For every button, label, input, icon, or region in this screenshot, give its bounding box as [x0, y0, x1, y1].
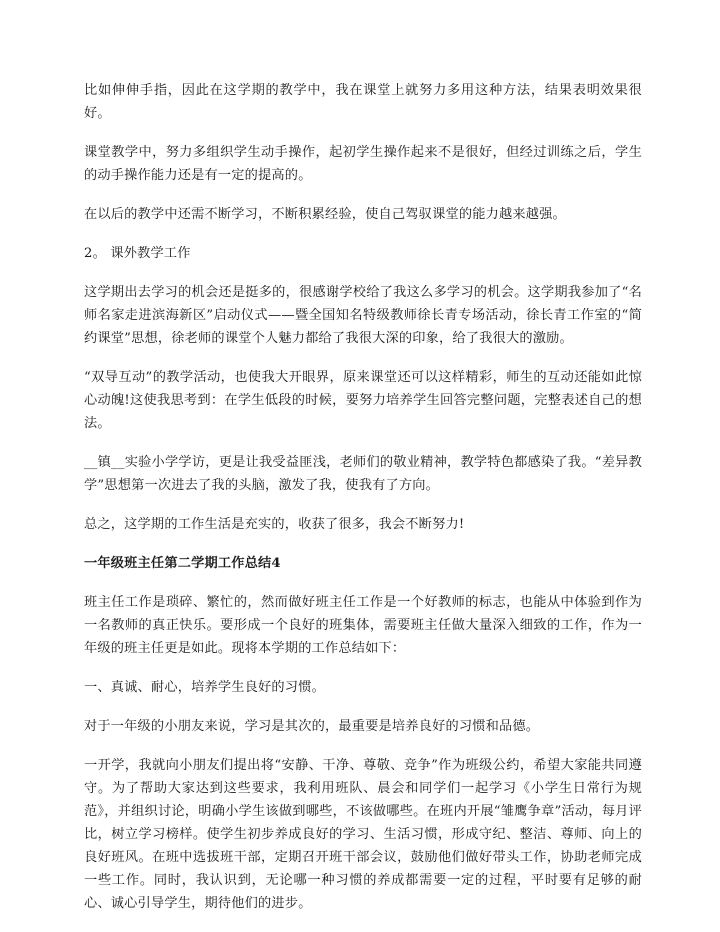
paragraph-hands-on-operation: 课堂教学中，努力多组织学生动手操作，起初学生操作起来不是很好，但经过训练之后，学生的动手操作能力还是有一定的提高的。 [84, 145, 642, 183]
paragraph-school-visit: __镇__实验小学学访，更是让我受益匪浅，老师们的敬业精神，教学特色都感染了我。“差异教学”思想第一次进去了我的头脑，激发了我，使我有了方向。 [84, 455, 642, 493]
paragraph-class-convention: 一开学，我就向小朋友们提出将“安静、干净、尊敬、竞争”作为班级公约，希望大家能共同遵守。为了帮助大家达到这些要求，我利用班队、晨会和同学们一起学习《小学生日常行为规范》，并组织讨论，明确小学生该做到哪些，不该做哪些。在班内开展“雏鹰争章”活动，每月评比，树立学习榜样。使学生初步养成良好的学习、生活习惯，形成守纪、整洁、尊师、向上的良好班风。在班中选拔班干部，定期召开班干部会议，鼓励他们做好带头工作，协助老师完成一些工作。同时，我认识到，无论哪一种习惯的养成都需要一定的过程，平时要有足够的耐心、诚心引导学生，期待他们的进步。 [84, 758, 642, 911]
paragraph-learning-opportunities: 这学期出去学习的机会还是挺多的，很感谢学校给了我这么多学习的机会。这学期我参加了“名师名家走进滨海新区”启动仪式——暨全国知名特级教师徐长青专场活动，徐长青工作室的“简约课堂”思想，徐老师的课堂个人魅力都给了我很大深的印象，给了我很大的激励。 [84, 285, 642, 346]
paragraph-continuous-learning: 在以后的教学中还需不断学习，不断积累经验，使自己驾驭课堂的能力越来越强。 [84, 207, 566, 222]
paragraph-dual-guidance: “双导互动”的教学活动，也使我大开眼界，原来课堂还可以这样精彩，师生的互动还能如此惊心动魄!这使我思考到：在学生低段的时候，要努力培养学生回答完整问题，完整表述自己的想法。 [84, 370, 642, 431]
paragraph-head-teacher-intro: 班主任工作是琐碎、繁忙的，然而做好班主任工作是一个好教师的标志，也能从中体验到作为一名教师的真正快乐。要形成一个良好的班集体，需要班主任做大量深入细致的工作，作为一年级的班主任更是如此。现将本学期的工作总结如下： [84, 595, 642, 656]
article-title: 一年级班主任第二学期工作总结4 [84, 556, 281, 571]
paragraph-habits-and-morals: 对于一年级的小朋友来说，学习是其次的，最重要是培养良好的习惯和品德。 [84, 719, 540, 734]
section-heading-extracurricular: 2。 课外教学工作 [84, 246, 191, 261]
paragraph-teaching-method-result: 比如伸伸手指，因此在这学期的教学中，我在课堂上就努力多用这种方法，结果表明效果很好。 [84, 83, 642, 121]
section-heading-good-habits: 一、真诚、耐心，培养学生良好的习惯。 [84, 680, 325, 695]
paragraph-summary: 总之，这学期的工作生活是充实的，收获了很多，我会不断努力! [84, 517, 465, 532]
